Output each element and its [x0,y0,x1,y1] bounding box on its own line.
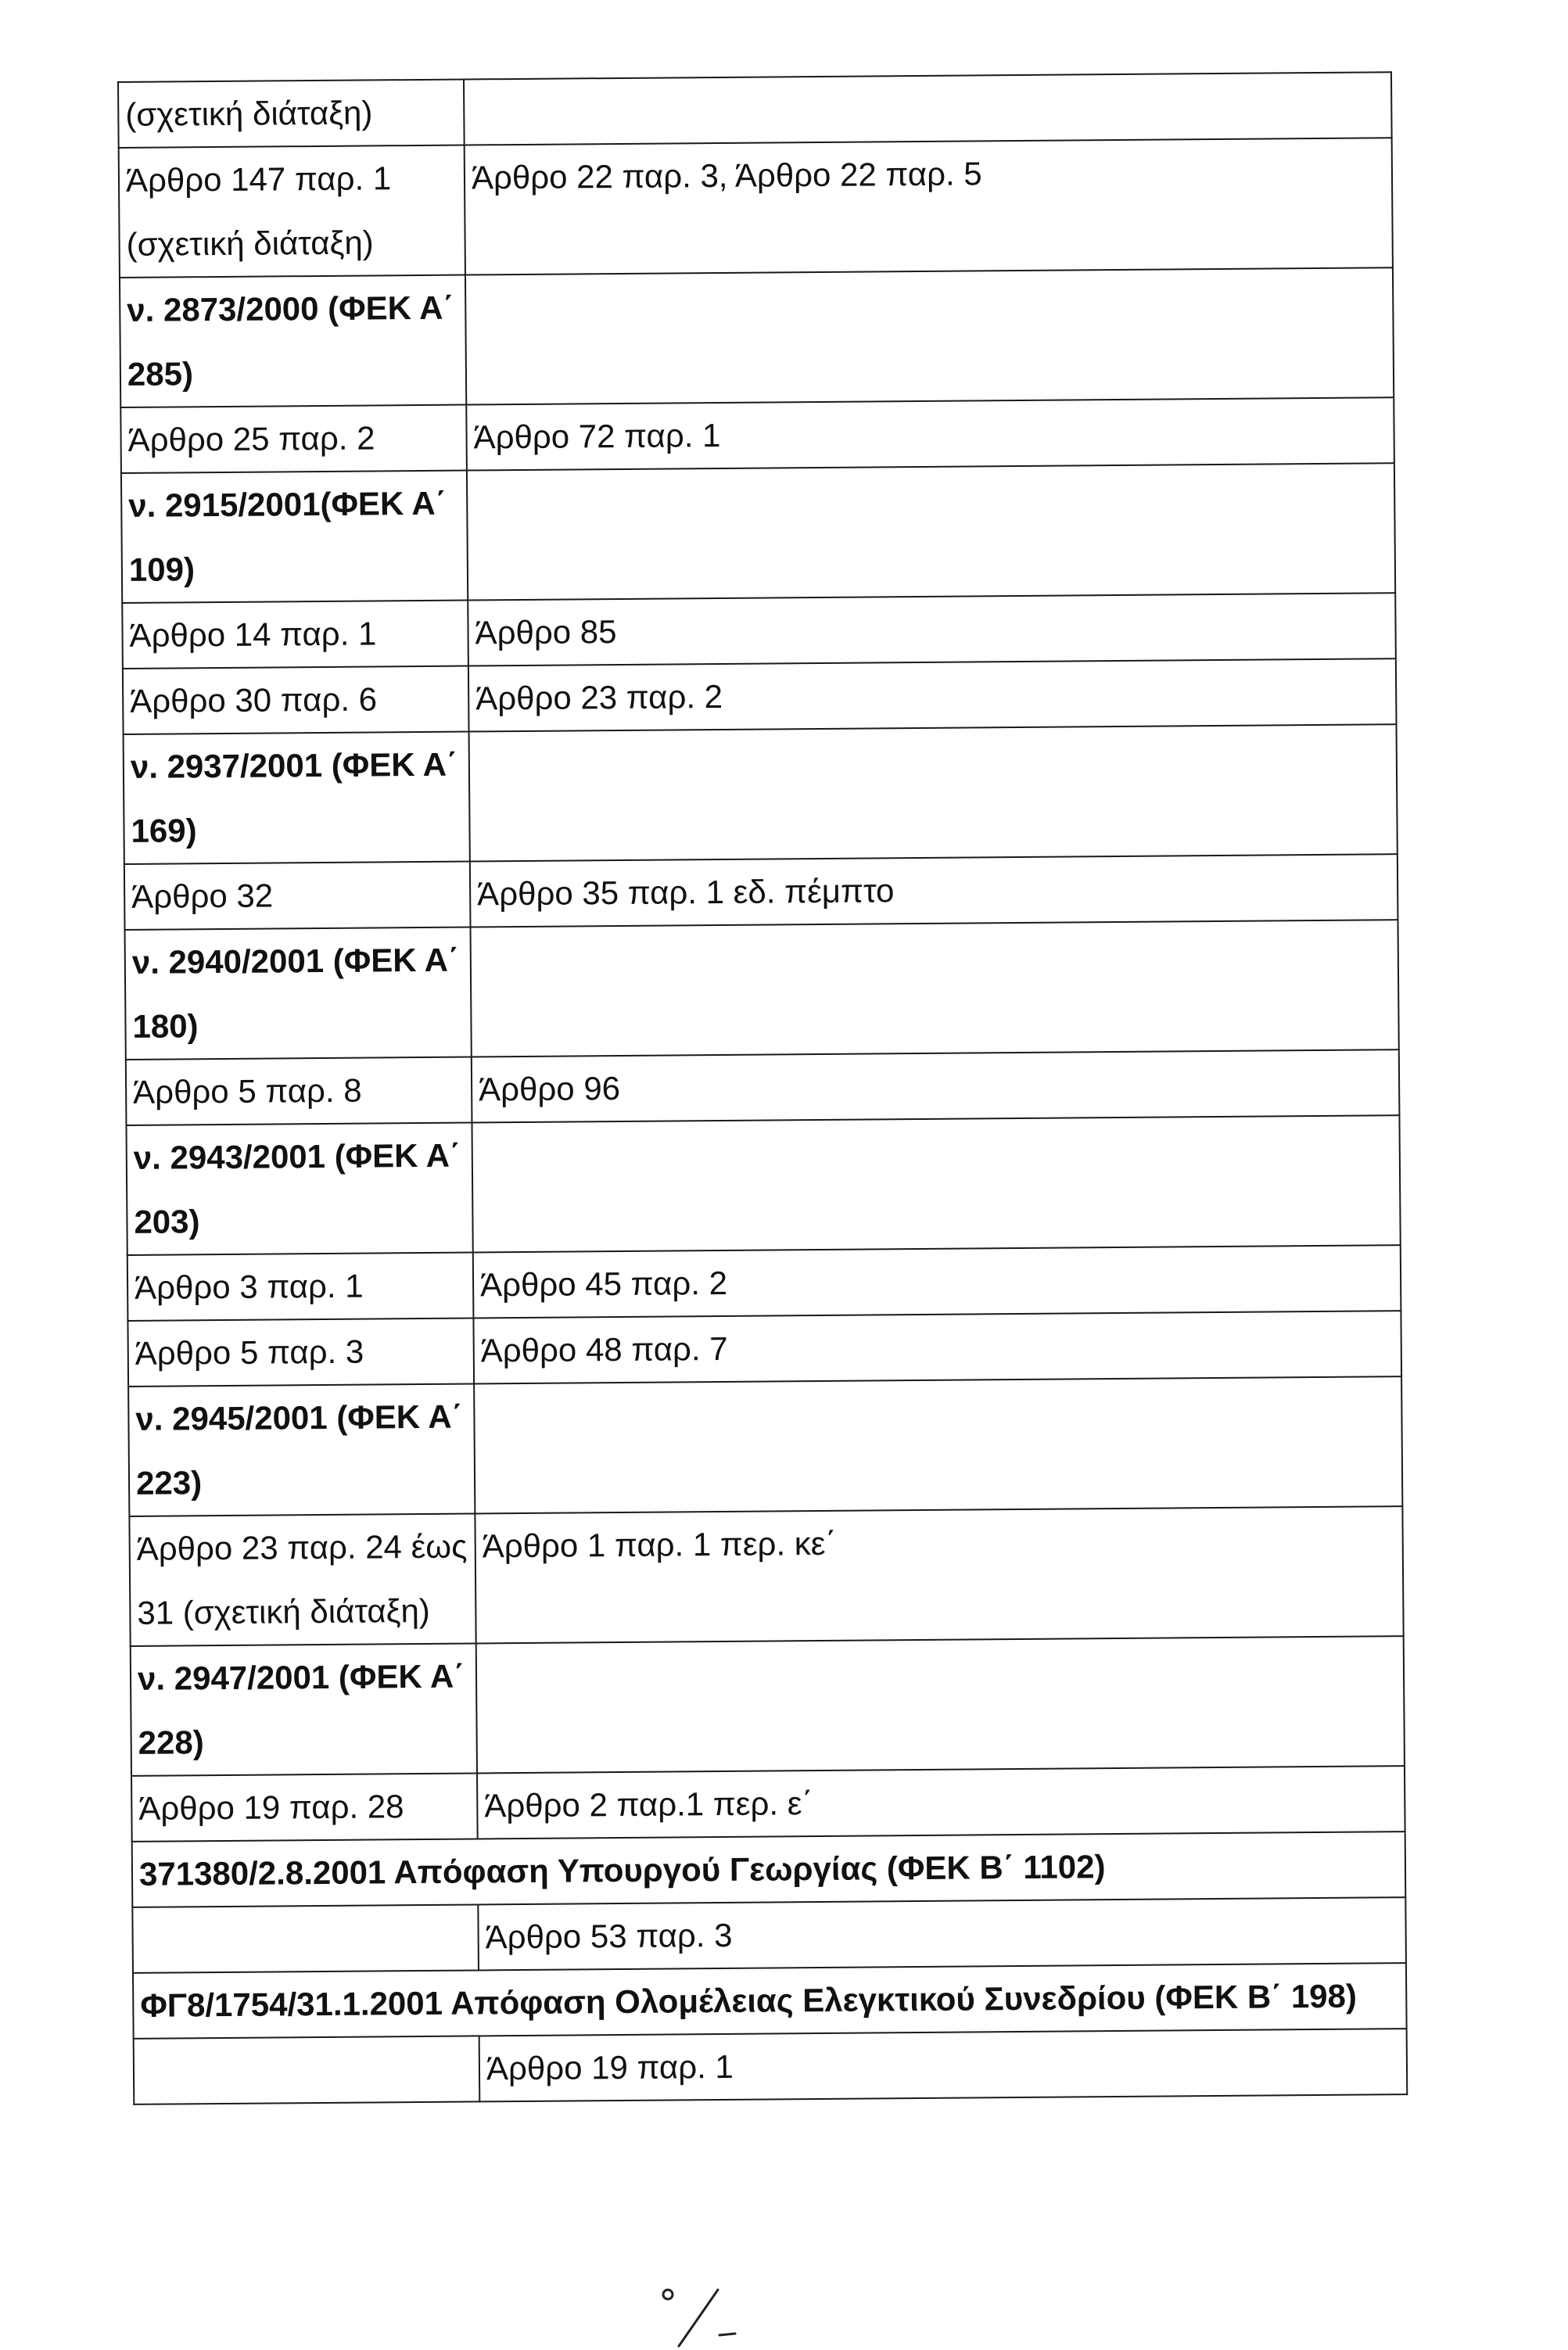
table-row [132,1897,1406,1973]
decision-heading-cell: 371380/2.8.2001 Απόφαση Υπουργού Γεωργίας (ΦΕΚ Β΄ 1102) [132,1832,1406,1907]
table-row [133,1963,1407,2039]
table-row [126,1115,1400,1255]
old-provision-cell [132,1904,479,1972]
new-provision-cell [467,463,1395,600]
new-provision-cell: Άρθρο 72 παρ. 1 [466,397,1394,470]
new-provision-cell [476,1636,1405,1773]
table-row [124,724,1398,864]
table-row [132,1832,1406,1907]
old-provision-cell [134,2036,480,2104]
old-provision-cell: Άρθρο 32 [124,861,471,929]
table-row [134,2029,1408,2104]
new-provision-cell [465,267,1394,404]
table-row [120,397,1394,473]
table-row [118,72,1392,148]
new-provision-cell: Άρθρο 85 [468,593,1396,666]
table-row [124,854,1398,930]
law-heading-cell: ν. 2915/2001(ΦΕΚ Α΄ 109) [121,471,468,603]
table-row [131,1766,1405,1842]
table-row [126,1049,1400,1125]
new-provision-cell: Άρθρο 22 παρ. 3, Άρθρο 22 παρ. 5 [465,138,1393,274]
old-provision-cell: Άρθρο 14 παρ. 1 [122,601,468,669]
table-row [123,658,1397,734]
handwritten-initials-mark [657,2284,751,2350]
new-provision-cell: Άρθρο 2 παρ.1 περ. ε΄ [477,1766,1405,1839]
new-provision-cell: Άρθρο 19 παρ. 1 [479,2029,1408,2101]
law-heading-cell: ν. 2947/2001 (ΦΕΚ Α΄ 228) [131,1643,477,1775]
table-body [118,72,1407,2104]
old-provision-cell: Άρθρο 3 παρ. 1 [127,1252,474,1320]
new-provision-cell: Άρθρο 53 παρ. 3 [478,1897,1406,1970]
old-provision-cell: Άρθρο 30 παρ. 6 [123,666,469,734]
law-heading-cell: ν. 2873/2000 (ΦΕΚ Α΄ 285) [120,275,466,407]
table-row [121,463,1395,603]
table-row [119,138,1393,278]
old-provision-cell: Άρθρο 147 παρ. 1 (σχετική διάταξη) [119,145,465,278]
correspondence-table-wrapper [117,71,1408,2105]
law-heading-cell: ν. 2937/2001 (ΦΕΚ Α΄ 169) [124,731,470,863]
law-heading-cell: ν. 2945/2001 (ΦΕΚ Α΄ 223) [128,1383,475,1516]
new-provision-cell [471,920,1399,1057]
correspondence-table [117,71,1408,2105]
new-provision-cell [472,1115,1400,1252]
new-provision-cell: Άρθρο 45 παρ. 2 [473,1245,1401,1318]
table-row [127,1245,1401,1321]
table-row [129,1506,1403,1646]
new-provision-cell: Άρθρο 1 παρ. 1 περ. κε΄ [475,1506,1403,1643]
new-provision-cell [464,72,1392,145]
table-row [120,267,1394,407]
old-provision-cell: Άρθρο 5 παρ. 8 [126,1057,472,1125]
table-row [131,1636,1405,1776]
new-provision-cell: Άρθρο 48 παρ. 7 [473,1311,1401,1383]
table-row [127,1311,1401,1387]
table-row [125,920,1399,1060]
new-provision-cell [469,724,1398,861]
old-provision-cell: (σχετική διάταξη) [118,80,465,148]
table-row [128,1376,1402,1516]
new-provision-cell: Άρθρο 23 παρ. 2 [468,658,1397,731]
old-provision-cell: Άρθρο 5 παρ. 3 [127,1318,474,1386]
new-provision-cell: Άρθρο 35 παρ. 1 εδ. πέμπτο [470,854,1398,927]
old-provision-cell: Άρθρο 23 παρ. 24 έως 31 (σχετική διάταξη) [129,1513,475,1645]
table-row [122,593,1396,669]
old-provision-cell: Άρθρο 25 παρ. 2 [120,405,467,473]
new-provision-cell [474,1376,1402,1513]
old-provision-cell: Άρθρο 19 παρ. 28 [131,1773,478,1841]
new-provision-cell: Άρθρο 96 [472,1049,1400,1122]
decision-heading-cell: ΦΓ8/1754/31.1.2001 Απόφαση Ολομέλειας Ελεγκτικού Συνεδρίου (ΦΕΚ Β΄ 198) [133,1963,1407,2039]
law-heading-cell: ν. 2940/2001 (ΦΕΚ Α΄ 180) [125,927,472,1059]
law-heading-cell: ν. 2943/2001 (ΦΕΚ Α΄ 203) [126,1122,472,1254]
